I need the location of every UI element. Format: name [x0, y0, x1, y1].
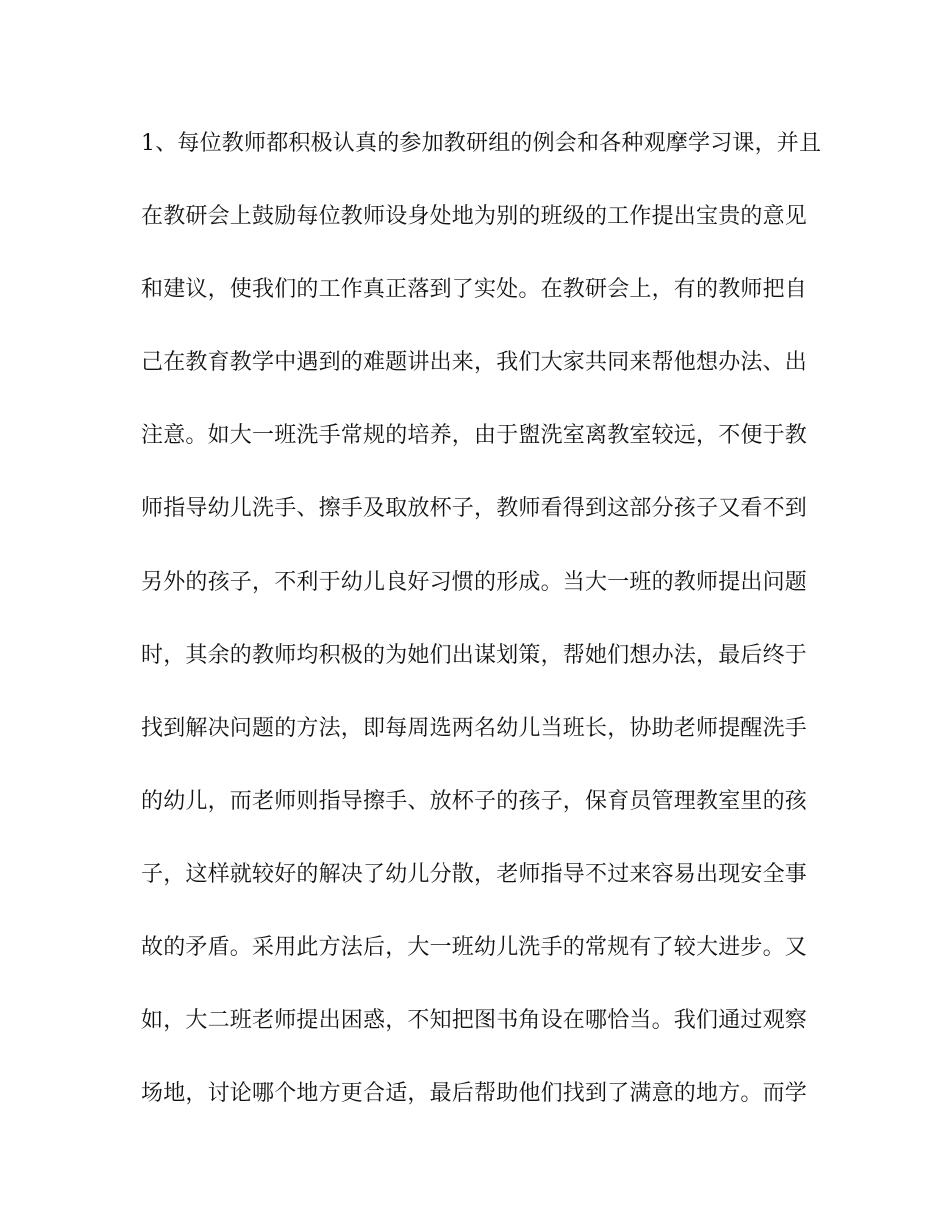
- text-line: 和建议，使我们的工作真正落到了实处。在教研会上，有的教师把自: [141, 277, 808, 303]
- text-line: 注意。如大一班洗手常规的培养，由于盥洗室离教室较远，不便于教: [141, 423, 808, 449]
- text-line: 时，其余的教师均积极的为她们出谋划策，帮她们想办法，最后终于: [141, 642, 808, 668]
- text-line: 己在教育教学中遇到的难题讲出来，我们大家共同来帮他想办法、出: [141, 350, 808, 376]
- text-line: 师指导幼儿洗手、擦手及取放杯子，教师看得到这部分孩子又看不到: [141, 496, 808, 522]
- text-line: 另外的孩子，不利于幼儿良好习惯的形成。当大一班的教师提出问题: [141, 569, 808, 595]
- text-line: 如，大二班老师提出困惑，不知把图书角设在哪恰当。我们通过观察: [141, 1008, 808, 1034]
- text-line: 子，这样就较好的解决了幼儿分散，老师指导不过来容易出现安全事: [141, 861, 808, 887]
- paragraph: [141, 126, 822, 1149]
- text-line: 找到解决问题的方法，即每周选两名幼儿当班长，协助老师提醒洗手: [141, 715, 808, 741]
- text-line: 故的矛盾。采用此方法后，大一班幼儿洗手的常规有了较大进步。又: [141, 935, 808, 961]
- text-line: 在教研会上鼓励每位教师设身处地为别的班级的工作提出宝贵的意见: [141, 204, 808, 230]
- text-line: 1、每位教师都积极认真的参加教研组的例会和各种观摩学习课，并且: [141, 131, 822, 156]
- text-line: 场地，讨论哪个地方更合适，最后帮助他们找到了满意的地方。而学: [141, 1081, 808, 1107]
- text-line: 的幼儿，而老师则指导擦手、放杯子的孩子，保育员管理教室里的孩: [141, 788, 808, 814]
